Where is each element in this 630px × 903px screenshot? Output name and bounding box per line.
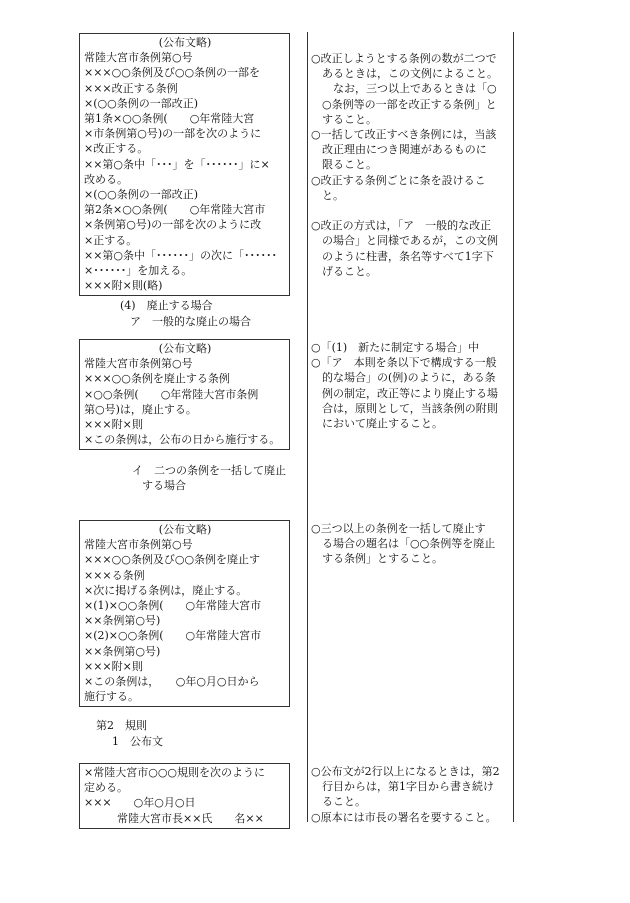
box-line: ×正する。 [84, 233, 138, 247]
note-line: する条例」とすること。 [311, 552, 443, 566]
box-line: ×この条例は，公布の日から施行する。 [84, 433, 281, 447]
box-line: ×(○○条例の一部改正) [84, 188, 198, 202]
note-line: と。 [311, 188, 344, 202]
box-line: ×改正する。 [84, 142, 149, 156]
box-line: 常陸大宮市条例第○号 [84, 357, 193, 371]
note-line: ○「(1) 新たに制定する場合」中 [311, 341, 480, 354]
notes-amendment [311, 51, 509, 279]
box-line: ×××○○条例及び○○条例の一部を [84, 66, 261, 80]
example-box-bulk-abolish [79, 520, 290, 707]
box-line: ×××○○条例を廃止する条例 [84, 372, 230, 386]
note-line: 限ること。 [311, 158, 377, 172]
notes-rules [311, 764, 509, 825]
note-line: 合は，原則として，当該条例の附則 [311, 401, 498, 415]
box-line: ×市条例第○号)の一部を次のように [84, 127, 262, 141]
note-line: あるときは，この文例によること。 [311, 67, 498, 81]
note-line: なお，三つ以上であるときは「○ [311, 82, 497, 96]
note-line: げること。 [311, 264, 377, 278]
example-box-rules [79, 763, 290, 829]
note-line: のように柱書，条名等すべて1字下 [311, 249, 494, 263]
section-heading-promulgation: 1 公布文 [112, 735, 163, 748]
chapter-heading-rules: 第2 規則 [96, 719, 147, 732]
box-line: ×次に掲げる条例は，廃止する。 [84, 583, 248, 597]
section-heading-abolish: (4) 廃止する場合 [120, 299, 213, 312]
note-line: 改正理由につき関連があるものに [311, 143, 487, 157]
box-line: ×常陸大宮市○○○規則を次のように [84, 766, 266, 779]
box-line: ×××○○条例及び○○条例を廃止す [84, 553, 261, 567]
note-line: ること。 [311, 795, 366, 809]
box-line: 常陸大宮市条例第○号 [84, 538, 193, 552]
note-line: 行目からは，第1字目から書き続け [311, 780, 494, 794]
box-line: 施行する。 [84, 690, 139, 704]
box-line: ××第○条中「･･････」の次に「･･････ [84, 248, 278, 262]
note-line: ○三つ以上の条例を一括して廃止す [311, 522, 486, 535]
subsection-heading-general-abolish: ア 一般的な廃止の場合 [130, 315, 251, 328]
example-box-abolish [79, 339, 290, 450]
box-line: 改める。 [84, 172, 128, 186]
divider-right [513, 32, 514, 822]
subsection-heading-bulk-abolish-cont: する場合 [142, 479, 186, 492]
box-line: ×××改正する条例 [84, 81, 178, 95]
box-line: 第2条×○○条例( ○年常陸大宮市 [84, 203, 266, 217]
note-line: 例の制定，改正等により廃止する場 [311, 386, 498, 400]
note-line: の場合」と同様であるが，この文例 [311, 234, 498, 248]
notes-bulk-abolish [311, 521, 509, 567]
note-line [311, 203, 509, 218]
box-title: (公布文略) [158, 523, 212, 536]
box-line: 第○号)は，廃止する。 [84, 402, 197, 416]
note-line: において廃止すること。 [311, 417, 443, 431]
box-line: ××条例第○号) [84, 614, 161, 628]
divider-left [307, 32, 308, 822]
subsection-heading-bulk-abolish: イ 二つの条例を一括して廃止 [132, 464, 286, 477]
note-line: ○公布文が2行以上になるときは，第2 [311, 765, 500, 778]
box-line: ×(○○条例の一部改正) [84, 96, 198, 110]
box-line: ×･･････」を加える。 [84, 264, 193, 278]
box-line: ××× ○年○月○日 [84, 796, 196, 810]
note-line: ○改正しようとする条例の数が二つで [311, 52, 497, 65]
box-line: ×○○条例( ○年常陸大宮市条例 [84, 387, 259, 401]
note-line: 的な場合」の(例)のように，ある条 [311, 371, 496, 385]
note-line: ○改正する条例ごとに条を設けるこ [311, 173, 486, 187]
box-line: ×××附×則 [84, 659, 143, 673]
note-line: る場合の題名は「○○条例等を廃止 [311, 537, 496, 551]
example-box-amendment [79, 33, 290, 296]
note-line: ○一括して改正すべき条例には，当該 [311, 128, 497, 142]
box-line: ×××附×則(略) [84, 279, 163, 293]
box-line: ×××る条例 [84, 568, 145, 582]
box-line: 定める。 [84, 781, 128, 795]
box-line: 常陸大宮市条例第○号 [84, 51, 193, 65]
box-line: ×この条例は， ○年○月○日から [84, 675, 260, 689]
box-title: (公布文略) [158, 36, 212, 49]
box-line: 第1条×○○条例( ○年常陸大宮 [84, 112, 255, 126]
box-line: ×(1)×○○条例( ○年常陸大宮市 [84, 599, 262, 613]
note-line: ○条例等の一部を改正する条例」と [311, 97, 497, 111]
notes-abolish [311, 340, 509, 431]
box-line: ×条例第○号)の一部を次のように改 [84, 218, 262, 232]
note-line: ○改正の方式は，「ア 一般的な改正 [311, 219, 492, 233]
box-line: ××条例第○号) [84, 644, 161, 658]
box-line: ×(2)×○○条例( ○年常陸大宮市 [84, 629, 262, 643]
box-title: (公布文略) [158, 342, 212, 355]
note-line: すること。 [311, 112, 377, 126]
note-line: ○「ア 本則を条以下で構成する一般 [311, 356, 497, 370]
box-line: ××第○条中「･･･」を「･･････」に× [84, 157, 270, 171]
box-line: 常陸大宮市長××氏 名×× [84, 811, 264, 825]
box-line: ×××附×則 [84, 418, 143, 432]
note-line: ○原本には市長の署名を要すること。 [311, 810, 497, 824]
